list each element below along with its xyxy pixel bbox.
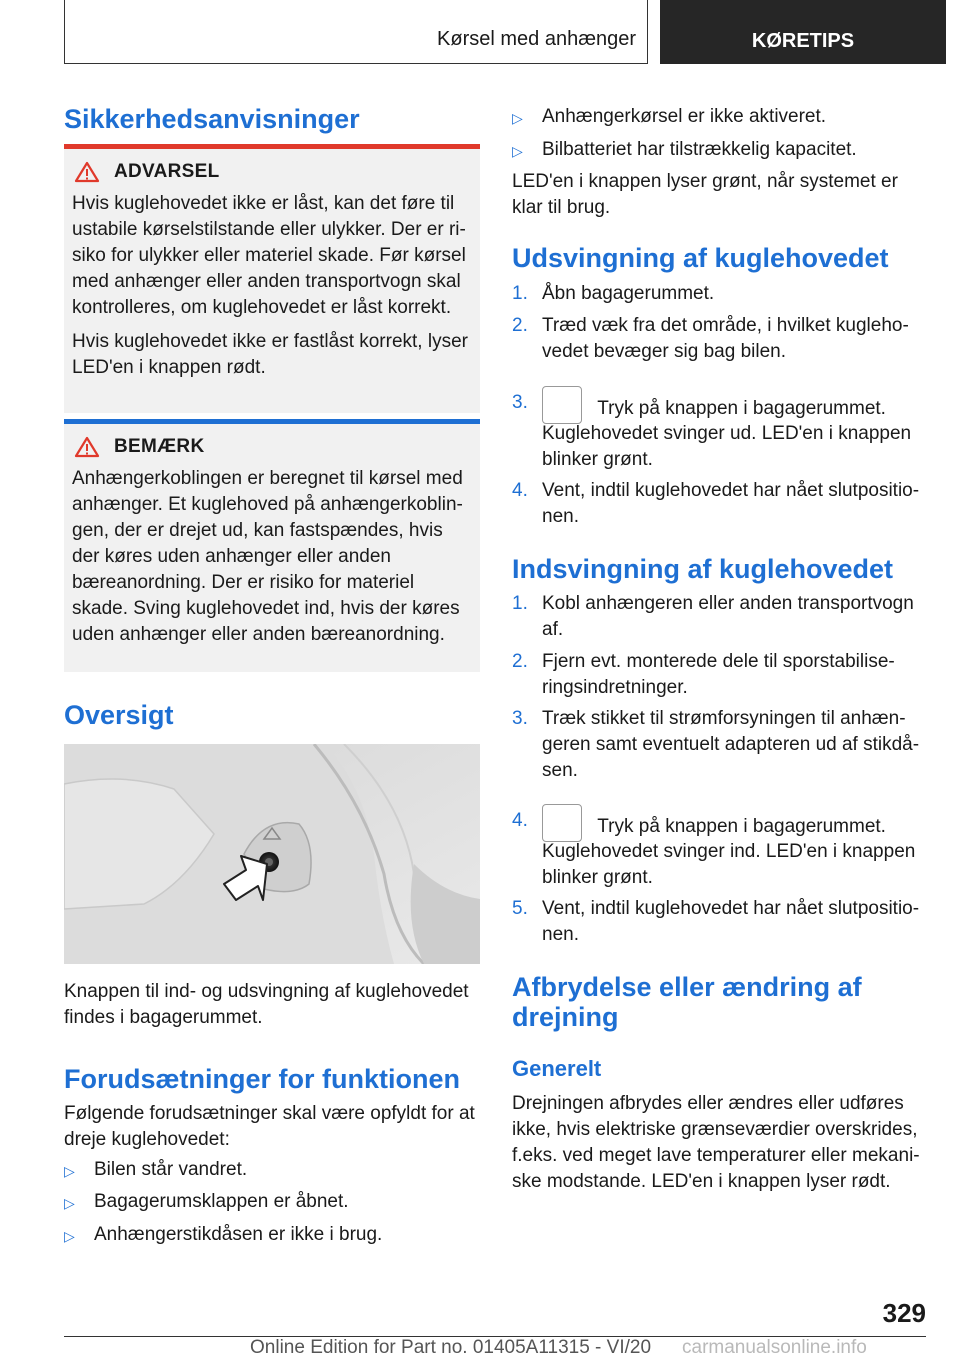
triangle-bullet-icon: ▷ [64, 1195, 75, 1211]
warning-callout [64, 144, 480, 413]
triangle-bullet-icon: ▷ [64, 1228, 75, 1244]
led-ready-text: LED'en i knappen lyser grønt, når systemet er klar til brug. [512, 171, 898, 218]
step-item: 1. Åbn bagagerummet. [512, 283, 715, 304]
subheading-general: Generelt [512, 1056, 602, 1081]
list-item: ▷ Anhængerkørsel er ikke aktiveret. [512, 104, 826, 131]
step-item: 4. Vent, indtil kuglehovedet har nået slutpositionen. [512, 480, 920, 527]
illustration-caption: Knappen til ind- og udsvingning af kuglehovedet findes i bagagerummet. [64, 981, 469, 1028]
ball-head-button-icon [542, 386, 582, 424]
section-title: Kørsel med anhænger [437, 28, 636, 50]
heading-swing-out: Udsvingning af kuglehovedet [512, 243, 889, 273]
warning-triangle-icon [74, 161, 100, 183]
step-item: 1. Kobl anhængeren eller anden transportvogn af. [512, 593, 914, 640]
warning-text-1: Hvis kuglehovedet ikke er låst, kan det føre til ustabile kørselstilstande eller ulykker. Der er risiko for ulykker eller materiel skade. Før kørsel med anhænger eller anden transportvogn skal kontrolleres, om kuglehovedet er låst korrekt. [72, 193, 466, 318]
heading-prerequisites: Forudsætninger for funktionen [64, 1064, 460, 1094]
list-item: ▷ Bagagerumsklappen er åbnet. [64, 1189, 349, 1216]
list-item: ▷ Anhængerstikdåsen er ikke i brug. [64, 1222, 382, 1249]
heading-interruption: Afbrydelse eller ændring af drejning [512, 972, 862, 1032]
note-label: BEMÆRK [114, 436, 205, 457]
heading-overview: Oversigt [64, 700, 174, 730]
warning-text-2: Hvis kuglehovedet ikke er fastlåst korrekt, lyser LED'en i knappen rødt. [72, 331, 468, 378]
page-number: 329 [882, 1298, 926, 1328]
notice-triangle-icon [74, 436, 100, 458]
edition-text: Online Edition for Part no. 01405A11315 - VI/20 [250, 1337, 652, 1358]
triangle-bullet-icon: ▷ [512, 143, 523, 159]
list-item: ▷ Bilbatteriet har tilstrækkelig kapacitet. [512, 137, 857, 164]
heading-safety: Sikkerhedsanvisninger [64, 104, 360, 134]
watermark: carmanualsonline.info [682, 1337, 867, 1358]
prereq-intro: Følgende forudsætninger skal være opfyldt for at dreje kuglehovedet: [64, 1103, 475, 1150]
trunk-button-illustration [64, 744, 480, 964]
general-text: Drejningen afbrydes eller ændres eller udføres ikke, hvis elektriske grænseværdier overskrides, f.eks. ved meget lave temperaturer eller mekaniske modstande. LED'en i knappen lyser rødt. [512, 1093, 920, 1192]
step-item: 3. Tryk på knappen i bagagerummet. [512, 390, 926, 428]
ball-head-button-icon [542, 804, 582, 842]
step-item: 3. Træk stikket til strømforsyningen til anhængeren samt eventuelt adapteren ud af stikdåsen. [512, 708, 920, 781]
triangle-bullet-icon: ▷ [64, 1163, 75, 1179]
list-item: ▷ Bilen står vandret. [64, 1157, 247, 1184]
step-result: Kuglehovedet svinger ud. LED'en i knappen blinker grønt. [542, 423, 912, 470]
note-text: Anhængerkoblingen er beregnet til kørsel med anhænger. Et kuglehoved på anhængerkoblingen, der er drejet ud, kan fastspændes, hvis der køres uden anhænger eller anden bæreanordning. Der er risiko for materiel skade. Sving kuglehovedet ind, hvis der køres uden anhænger eller anden bæreanordning. [72, 468, 463, 645]
step-item: 2. Fjern evt. monterede dele til sporstabiliseringsindretninger. [512, 651, 895, 698]
step-item: 2. Træd væk fra det område, i hvilket kuglehovedet bevæger sig bag bilen. [512, 315, 909, 362]
step-item: 4. Tryk på knappen i bagagerummet. [512, 808, 926, 846]
warning-label: ADVARSEL [114, 161, 220, 182]
note-callout [64, 419, 480, 672]
step-item: 5. Vent, indtil kuglehovedet har nået slutpositionen. [512, 898, 920, 945]
heading-swing-in: Indsvingning af kuglehovedet [512, 554, 894, 584]
step-result: Kuglehovedet svinger ind. LED'en i knappen blinker grønt. [542, 841, 916, 888]
chapter-tab: KØRETIPS [660, 0, 946, 64]
triangle-bullet-icon: ▷ [512, 110, 523, 126]
